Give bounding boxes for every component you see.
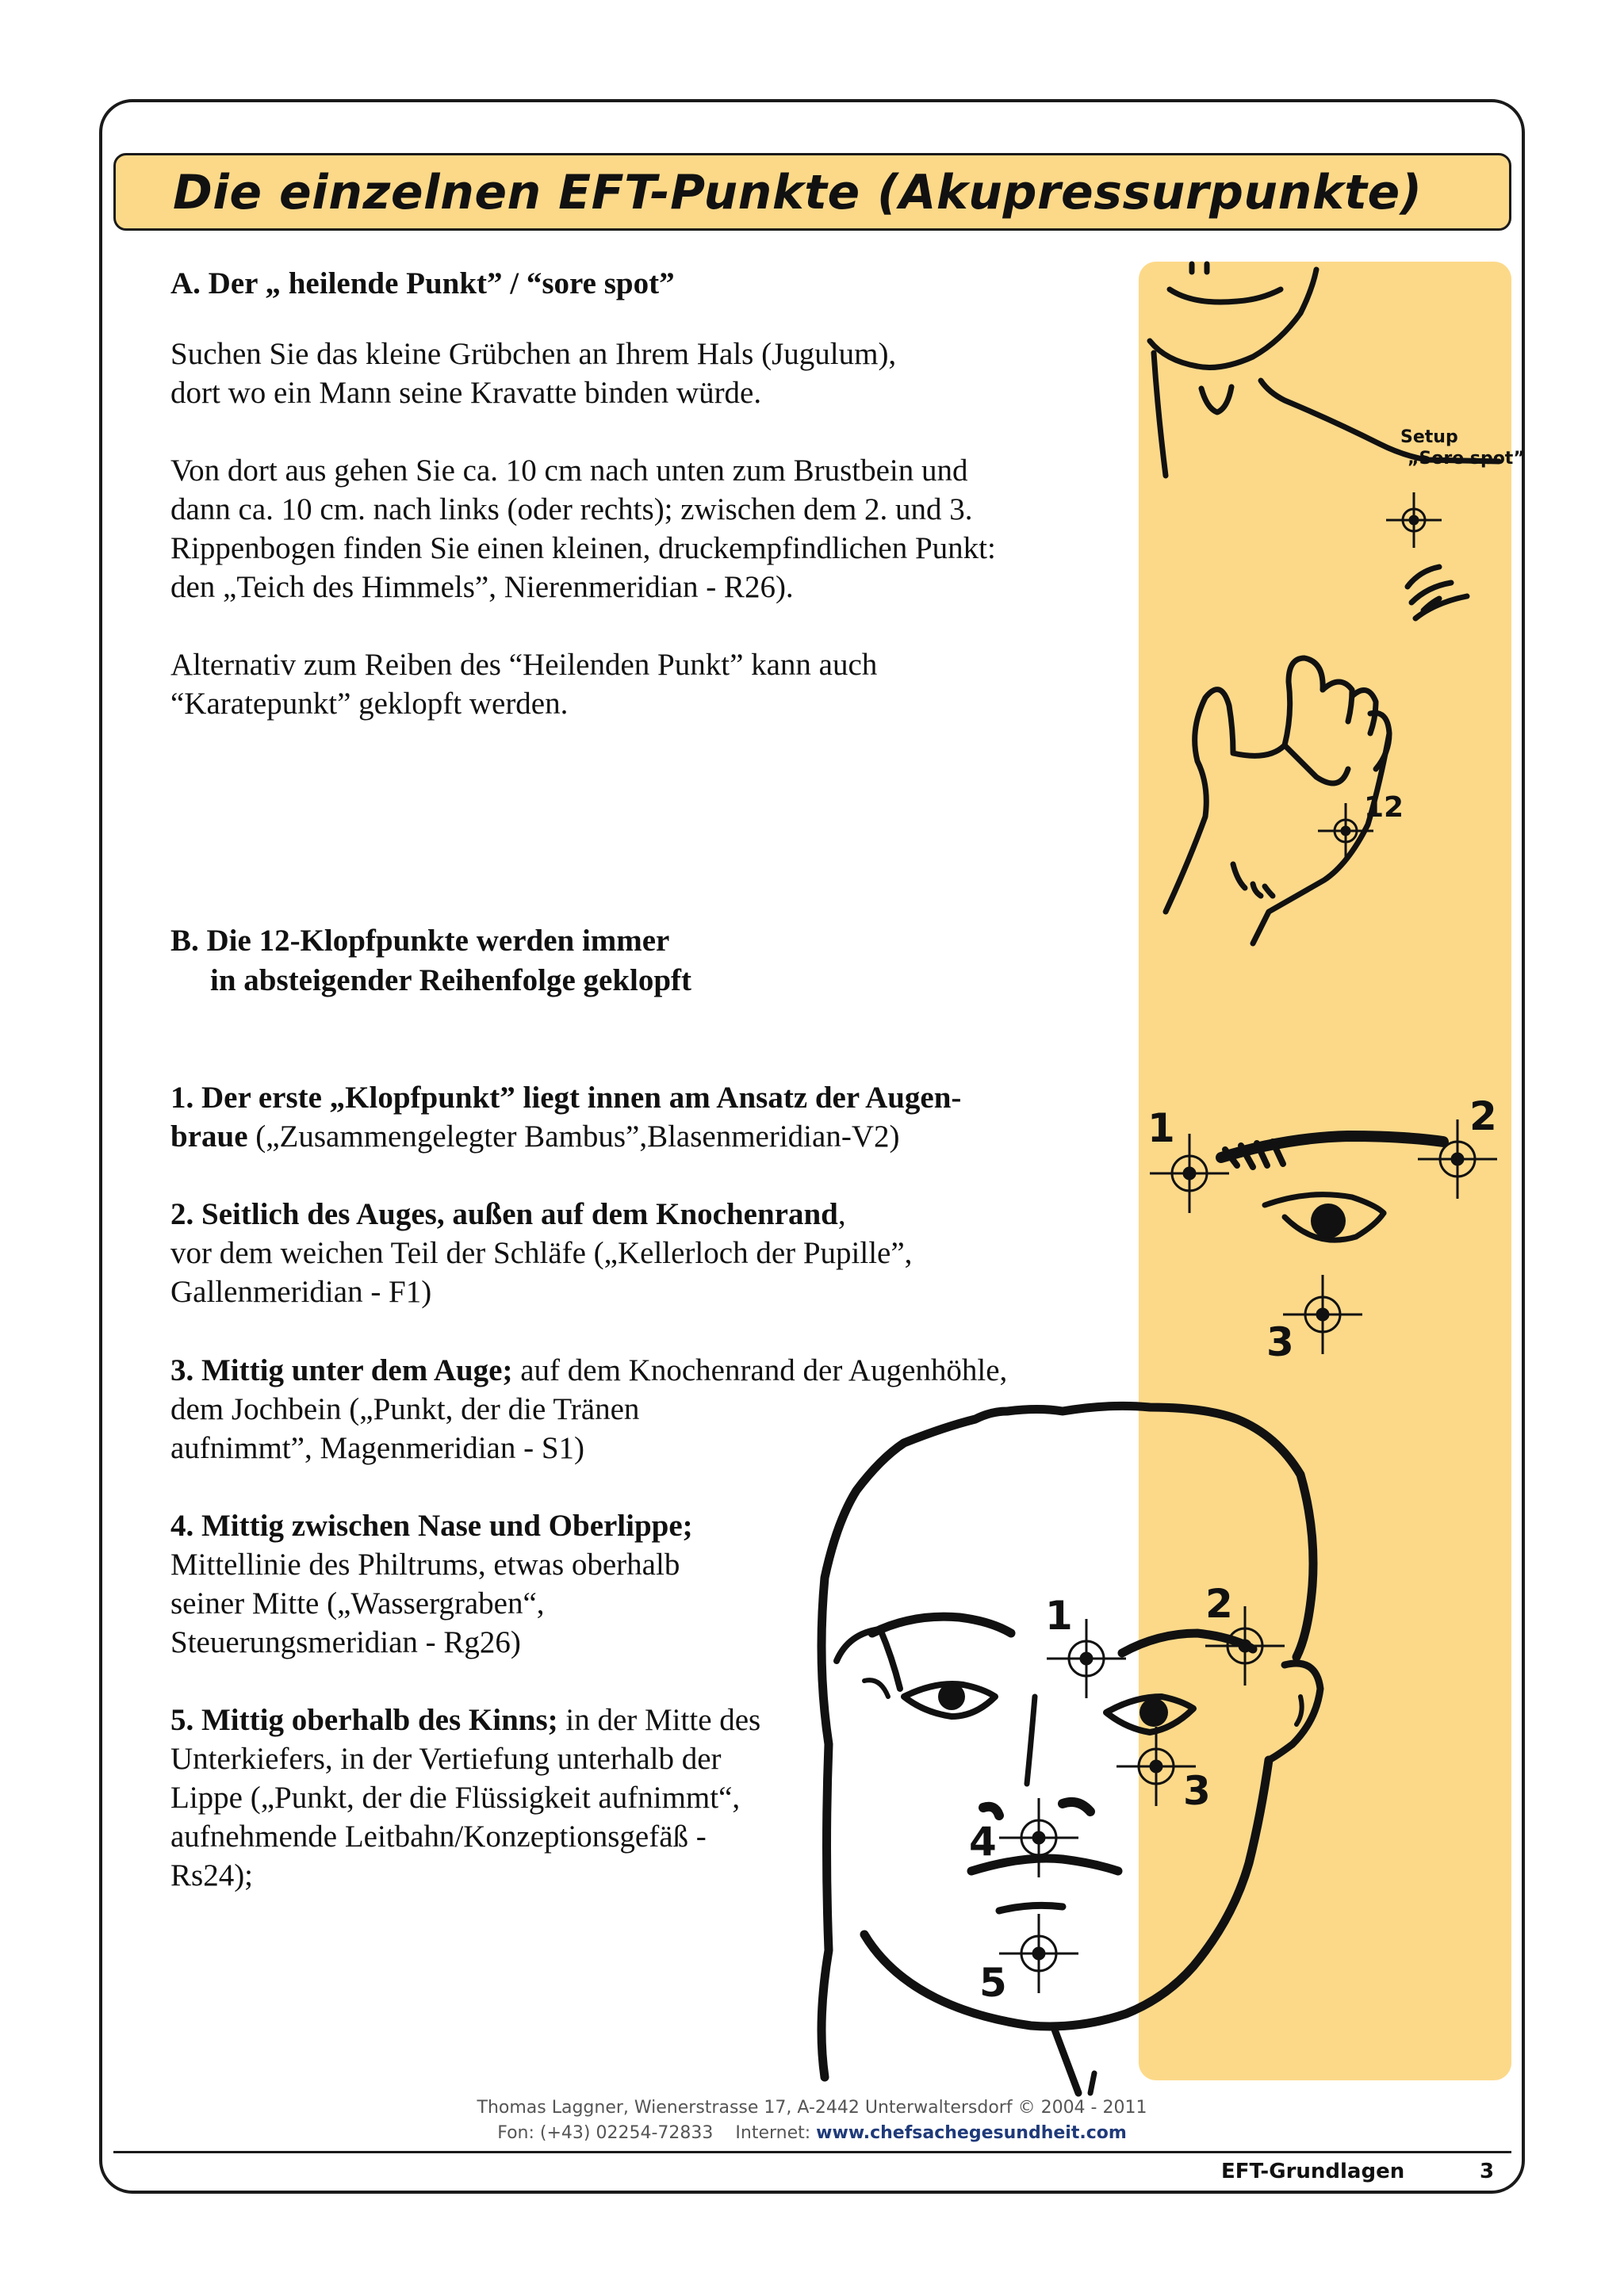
text-line: Mittellinie des Philtrums, etwas oberhalb xyxy=(170,1548,680,1582)
hand-drawing xyxy=(1166,658,1389,943)
text-line: Von dort aus gehen Sie ca. 10 cm nach unten zum Brustbein und xyxy=(170,453,968,488)
text-line: B. Die 12-Klopfpunkte werden immer xyxy=(170,924,670,958)
text-line: („Zusammengelegter Bambus”,Blasenmeridian-V2) xyxy=(247,1119,900,1154)
text-line: Rs24); xyxy=(170,1858,254,1892)
eye-point-number-2: 2 xyxy=(1469,1093,1497,1139)
sore-spot-strokes xyxy=(1408,567,1467,618)
text-line: 2. Seitlich des Auges, außen auf dem Knochenrand xyxy=(170,1197,838,1231)
text-line: 1. Der erste „Klopfpunkt” liegt innen am Ansatz der Augen- xyxy=(170,1081,962,1115)
text-line: seiner Mitte („Wassergraben“, xyxy=(170,1586,545,1621)
text-line: braue xyxy=(170,1119,248,1154)
sore-spot-label: „Sore spot” xyxy=(1408,449,1525,469)
text-line: in der Mitte des xyxy=(557,1703,761,1737)
hand-point-number: 12 xyxy=(1364,791,1404,824)
section-a-paragraph-1 xyxy=(170,335,896,412)
eye-drawing xyxy=(1221,1136,1443,1240)
text-line: Rippenbogen finden Sie einen kleinen, druckempfindlichen Punkt: xyxy=(170,531,996,565)
text-line: den „Teich des Himmels”, Nierenmeridian - R26). xyxy=(170,570,794,604)
section-a-paragraph-3 xyxy=(170,645,877,723)
text-line: in absteigender Reihenfolge geklopft xyxy=(210,963,692,997)
text-line: aufnehmende Leitbahn/Konzeptionsgefäß - xyxy=(170,1820,707,1854)
page-number: 3 xyxy=(1480,2160,1495,2183)
point-4 xyxy=(170,1506,693,1662)
text-line: dann ca. 10 cm. nach links (oder rechts); zwischen dem 2. und 3. xyxy=(170,492,973,526)
face-point-number-4: 4 xyxy=(969,1819,997,1865)
page-title: Die einzelnen EFT-Punkte (Akupressurpunkte) xyxy=(173,165,1423,220)
point-5 xyxy=(170,1701,760,1895)
footer-contact xyxy=(0,2123,1624,2143)
text-line: dem Jochbein („Punkt, der die Tränen xyxy=(170,1392,640,1426)
section-a-heading: A. Der „ heilende Punkt” / “sore spot” xyxy=(170,266,675,300)
setup-label: Setup xyxy=(1400,427,1458,447)
eye-point-number-1: 1 xyxy=(1147,1105,1175,1151)
footer-internet-label: Internet: xyxy=(735,2123,811,2143)
text-line: auf dem Knochenrand der Augenhöhle, xyxy=(512,1353,1008,1387)
face-drawing xyxy=(822,1406,1320,2093)
point-3 xyxy=(170,1351,1007,1468)
text-line: Alternativ zum Reiben des “Heilenden Punkt” kann auch xyxy=(170,648,878,682)
text-line: 5. Mittig oberhalb des Kinns; xyxy=(170,1703,558,1737)
footer-doc-title: EFT-Grundlagen xyxy=(1221,2160,1405,2183)
text-line: Steuerungsmeridian - Rg26) xyxy=(170,1625,521,1659)
text-line: dort wo ein Mann seine Kravatte binden würde. xyxy=(170,376,762,410)
face-point-number-1: 1 xyxy=(1045,1593,1073,1639)
face-point-number-5: 5 xyxy=(979,1960,1007,2006)
eye-point-number-3: 3 xyxy=(1266,1319,1294,1365)
section-a xyxy=(170,264,675,304)
point-1 xyxy=(170,1078,961,1156)
footer-phone: Fon: (+43) 02254-72833 xyxy=(497,2123,714,2143)
text-line: Lippe („Punkt, der die Flüssigkeit aufnimmt“, xyxy=(170,1781,741,1815)
footer-divider xyxy=(113,2151,1511,2153)
target-face-5 xyxy=(999,1914,1078,1993)
face-point-number-2: 2 xyxy=(1205,1581,1233,1627)
face-point-number-3: 3 xyxy=(1183,1768,1211,1814)
text-line: “Karatepunkt” geklopft werden. xyxy=(170,687,569,721)
text-line: aufnimmt”, Magenmeridian - S1) xyxy=(170,1431,585,1465)
target-markers xyxy=(999,492,1497,1993)
footer-website-link[interactable]: www.chefsachegesundheit.com xyxy=(816,2123,1127,2143)
text-line: Gallenmeridian - F1) xyxy=(170,1275,432,1309)
text-line: vor dem weichen Teil der Schläfe („Kellerloch der Pupille”, xyxy=(170,1236,913,1270)
footer-address: Thomas Laggner, Wienerstrasse 17, A-2442 Unterwaltersdorf © 2004 - 2011 xyxy=(477,2098,1147,2118)
text-line: Unterkiefers, in der Vertiefung unterhalb der xyxy=(170,1742,722,1776)
text-line: 4. Mittig zwischen Nase und Oberlippe; xyxy=(170,1509,693,1543)
text-line: 3. Mittig unter dem Auge; xyxy=(170,1353,513,1387)
section-b-heading xyxy=(170,921,691,1001)
section-a-paragraph-2 xyxy=(170,451,996,607)
target-eye-3 xyxy=(1283,1275,1362,1354)
text-line: Suchen Sie das kleine Grübchen an Ihrem Hals (Jugulum), xyxy=(170,337,897,371)
text-line: , xyxy=(837,1197,846,1231)
target-sore-spot xyxy=(1386,492,1442,548)
point-2 xyxy=(170,1195,912,1311)
